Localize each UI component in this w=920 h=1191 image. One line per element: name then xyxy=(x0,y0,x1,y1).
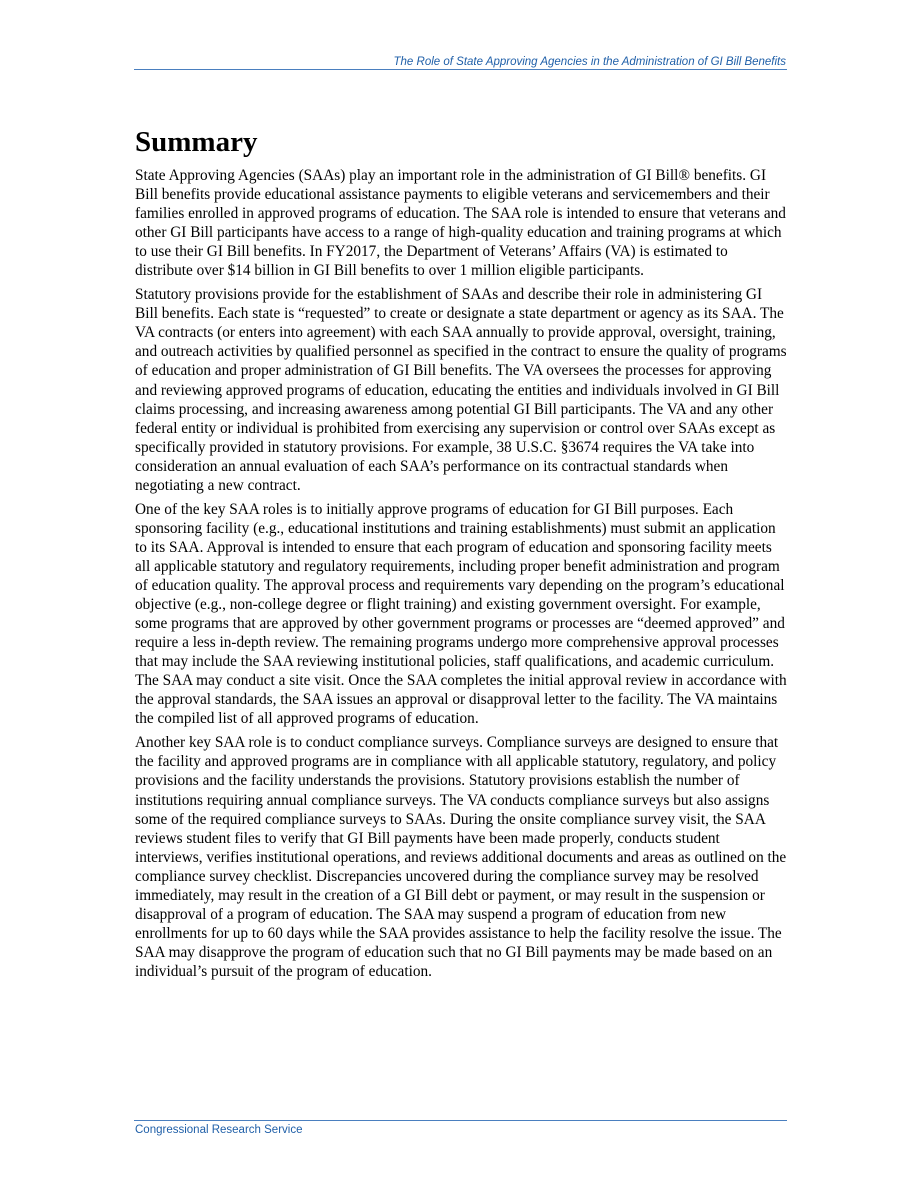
paragraph-2: Statutory provisions provide for the establishment of SAAs and describe their role in administering GI Bill benefits. Each state is “requested” to create or designate a state department or agency as its SAA. The VA contracts (or enters into agreement) with each SAA annually to provide approval, oversight, training, and outreach activities by qualified personnel as specified in the contract to ensure the quality of programs of education and proper administration of GI Bill benefits. The VA oversees the processes for approving and reviewing approved programs of education, educating the entities and individuals involved in GI Bill claims processing, and increasing awareness among potential GI Bill participants. The VA and any other federal entity or individual is prohibited from exercising any supervision or control over SAAs except as specifically provided in statutory provisions. For example, 38 U.S.C. §3674 requires the VA take into consideration an annual evaluation of each SAA’s performance on its contractual standards when negotiating a new contract. xyxy=(135,286,787,494)
summary-body xyxy=(135,166,787,986)
footer-organization: Congressional Research Service xyxy=(135,1124,303,1136)
paragraph-3: One of the key SAA roles is to initially approve programs of education for GI Bill purposes. Each sponsoring facility (e.g., educational institutions and training establishments) must submit an application to its SAA. Approval is intended to ensure that each program of education and sponsoring facility meets all applicable statutory and regulatory requirements, including proper benefit administration and program of education quality. The approval process and requirements vary depending on the program’s educational objective (e.g., non-college degree or flight training) and existing government oversight. For example, some programs that are approved by other government programs or processes are “deemed approved” and require a less in-depth review. The remaining programs undergo more comprehensive approval processes that may include the SAA reviewing institutional policies, staff qualifications, and academic curriculum. The SAA may conduct a site visit. Once the SAA completes the initial approval review in accordance with the approval standards, the SAA issues an approval or disapproval letter to the facility. The VA maintains the compiled list of all approved programs of education. xyxy=(135,500,787,728)
header-rule xyxy=(134,69,787,70)
paragraph-1: State Approving Agencies (SAAs) play an important role in the administration of GI Bill® benefits. GI Bill benefits provide educational assistance payments to eligible veterans and servicemembers and their families enrolled in approved programs of education. The SAA role is intended to ensure that veterans and other GI Bill participants have access to a range of high-quality education and training programs at which to use their GI Bill benefits. In FY2017, the Department of Veterans’ Affairs (VA) is estimated to distribute over $14 billion in GI Bill benefits to over 1 million eligible participants. xyxy=(135,167,786,280)
paragraph-4: Another key SAA role is to conduct compliance surveys. Compliance surveys are designed to ensure that the facility and approved programs are in compliance with all applicable statutory, regulatory, and policy provisions and the facility understands the provisions. Statutory provisions establish the number of institutions requiring annual compliance surveys. The VA conducts compliance surveys but also assigns some of the required compliance surveys to SAAs. During the onsite compliance survey visit, the SAA reviews student files to verify that GI Bill payments have been made properly, conducts student interviews, verifies institutional operations, and reviews additional documents and areas as outlined on the compliance survey checklist. Discrepancies uncovered during the compliance survey may be resolved immediately, may result in the creation of a GI Bill debt or payment, or may result in the suspension or disapproval of a program of education. The SAA may suspend a program of education from new enrollments for up to 60 days while the SAA provides assistance to help the facility resolve the issue. The SAA may disapprove the program of education such that no GI Bill payments may be made based on an individual’s pursuit of the program of education. xyxy=(135,734,787,980)
running-header: The Role of State Approving Agencies in the Administration of GI Bill Benefits xyxy=(393,56,786,68)
footer-rule xyxy=(134,1120,787,1121)
page-title: Summary xyxy=(135,126,258,158)
